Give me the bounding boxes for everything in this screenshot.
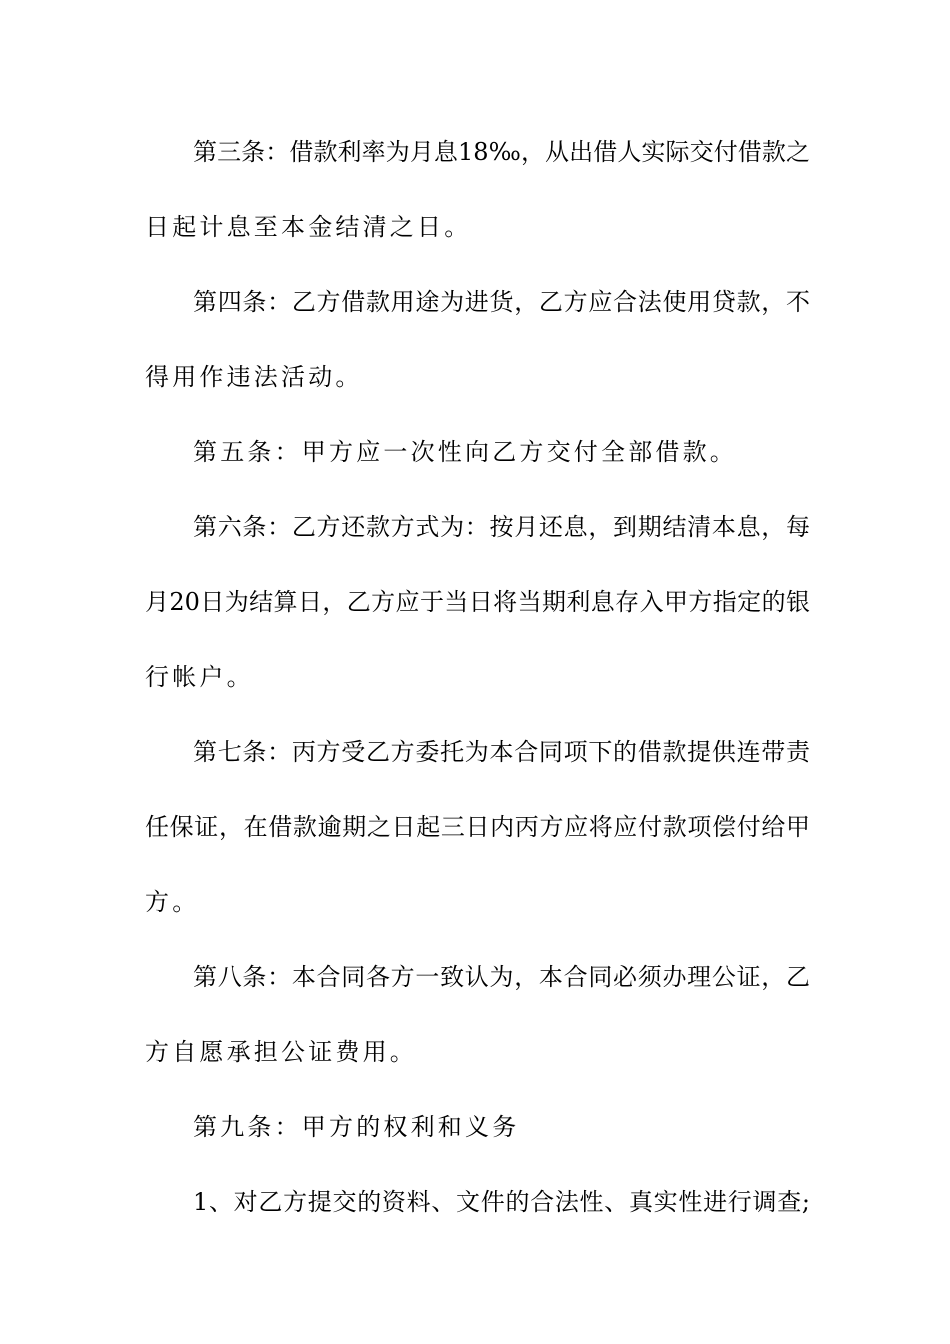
article-9-item-1: 1、对乙方提交的资料、文件的合法性、真实性进行调查;	[193, 1188, 810, 1216]
article-4-line-1: 第四条：乙方借款用途为进货，乙方应合法使用贷款，不	[193, 288, 810, 316]
article-5-line-1: 第五条：甲方应一次性向乙方交付全部借款。	[193, 438, 737, 466]
article-6-line-3: 行帐户。	[145, 663, 254, 691]
article-7-line-3: 方。	[145, 888, 200, 916]
article-8-line-1: 第八条：本合同各方一致认为，本合同必须办理公证，乙	[193, 963, 810, 991]
article-7-line-2: 任保证，在借款逾期之日起三日内丙方应将应付款项偿付给甲	[145, 813, 810, 841]
article-8-line-2: 方自愿承担公证费用。	[145, 1038, 417, 1066]
article-6-line-2: 月20日为结算日，乙方应于当日将当期利息存入甲方指定的银	[145, 588, 810, 616]
article-4-line-2: 得用作违法活动。	[145, 363, 363, 391]
article-3-line-1: 第三条：借款利率为月息18‰，从出借人实际交付借款之	[193, 138, 810, 166]
article-7-line-1: 第七条：丙方受乙方委托为本合同项下的借款提供连带责	[193, 738, 810, 766]
article-6-line-1: 第六条：乙方还款方式为：按月还息，到期结清本息，每	[193, 513, 810, 541]
article-9-heading: 第九条：甲方的权利和义务	[193, 1113, 520, 1141]
article-3-line-2: 日起计息至本金结清之日。	[145, 213, 472, 241]
